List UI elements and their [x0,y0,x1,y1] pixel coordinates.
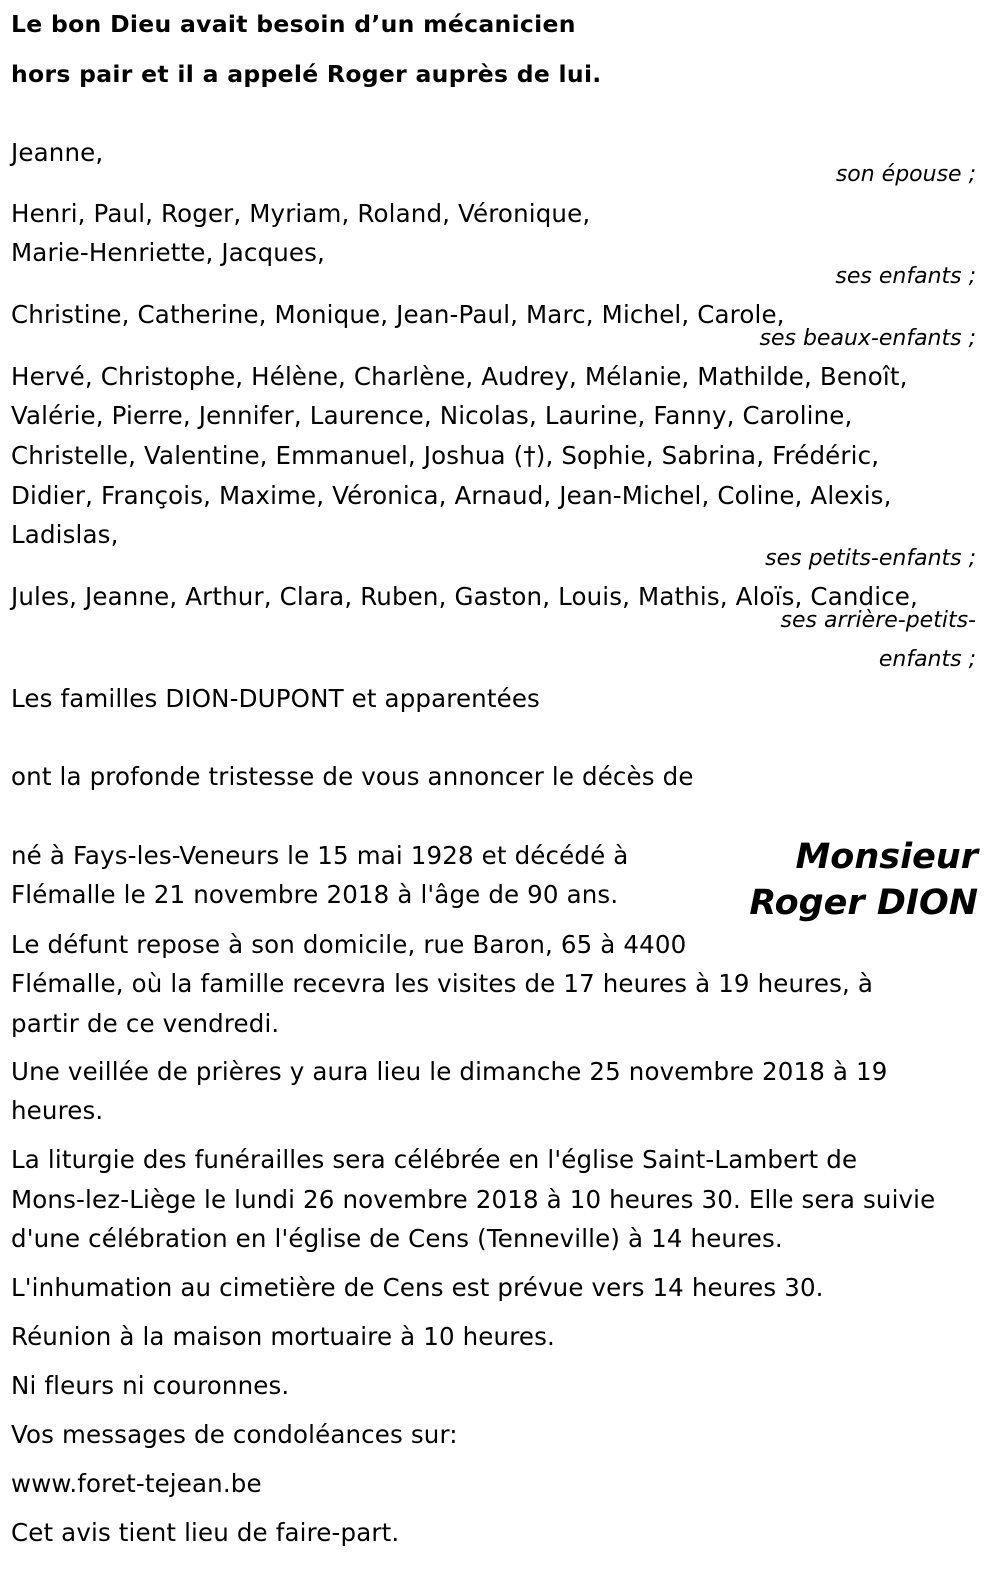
grandchildren-line-1: Hervé, Christophe, Hélène, Charlène, Audrey, Mélanie, Mathilde, Benoît, [11,362,908,391]
meeting-line: Réunion à la maison mortuaire à 10 heures. [11,1322,555,1351]
deceased-name-block [749,834,978,926]
grandchildren-role: ses petits-enfants ; [765,546,976,571]
header-line-1: Le bon Dieu avait besoin d’un mécanicien [11,10,576,38]
deceased-name: Roger DION [749,883,978,923]
grandchildren-line-5: Ladislas, [11,520,119,549]
notice-line: Cet avis tient lieu de faire-part. [11,1518,400,1547]
liturgy-line-2: Mons-lez-Liège le lundi 26 novembre 2018 à 10 heures 30. Elle sera suivie [11,1185,936,1214]
greatgrandchildren-line-1: Jules, Jeanne, Arthur, Clara, Ruben, Gaston, Louis, Mathis, Aloïs, Candice, [11,582,918,611]
stepchildren-role: ses beaux-enfants ; [759,326,976,351]
deceased-title: Monsieur [795,837,978,877]
grandchildren-line-4: Didier, François, Maxime, Véronica, Arnaud, Jean-Michel, Coline, Alexis, [11,481,892,510]
liturgy-line-1: La liturgie des funérailles sera célébrée en l'église Saint-Lambert de [11,1145,858,1174]
birth-line-2: Flémalle le 21 novembre 2018 à l'âge de 90 ans. [11,880,619,909]
children-line-1: Henri, Paul, Roger, Myriam, Roland, Véronique, [11,199,591,228]
rest-line-1: Le défunt repose à son domicile, rue Baron, 65 à 4400 [11,930,687,959]
liturgy-line-3: d'une célébration en l'église de Cens (Tenneville) à 14 heures. [11,1224,783,1253]
children-line-2: Marie-Henriette, Jacques, [11,238,325,267]
vigil-line-1: Une veillée de prières y aura lieu le dimanche 25 novembre 2018 à 19 [11,1057,888,1086]
greatgrandchildren-role-line-1: ses arrière-petits- [780,608,976,633]
spouse-role: son épouse ; [835,162,976,187]
greatgrandchildren-role-line-2: enfants ; [878,647,976,672]
rest-line-2: Flémalle, où la famille recevra les visites de 17 heures à 19 heures, à [11,969,874,998]
stepchildren-line-1: Christine, Catherine, Monique, Jean-Paul, Marc, Michel, Carole, [11,300,785,329]
birth-line-1: né à Fays-les-Veneurs le 15 mai 1928 et décédé à [11,841,629,870]
families-line: Les familles DION-DUPONT et apparentées [11,684,540,713]
website-link[interactable]: www.foret-tejean.be [11,1469,262,1498]
header-line-2: hors pair et il a appelé Roger auprès de lui. [11,60,602,88]
burial-line: L'inhumation au cimetière de Cens est prévue vers 14 heures 30. [11,1273,824,1302]
grandchildren-line-2: Valérie, Pierre, Jennifer, Laurence, Nicolas, Laurine, Fanny, Caroline, [11,401,853,430]
vigil-line-2: heures. [11,1096,104,1125]
flowers-line: Ni fleurs ni couronnes. [11,1371,290,1400]
announcement-line: ont la profonde tristesse de vous annoncer le décès de [11,762,694,791]
grandchildren-line-3: Christelle, Valentine, Emmanuel, Joshua (†), Sophie, Sabrina, Frédéric, [11,441,880,470]
children-role: ses enfants ; [835,264,976,289]
condolences-label: Vos messages de condoléances sur: [11,1420,458,1449]
spouse-name: Jeanne, [11,138,104,167]
rest-line-3: partir de ce vendredi. [11,1009,280,1038]
